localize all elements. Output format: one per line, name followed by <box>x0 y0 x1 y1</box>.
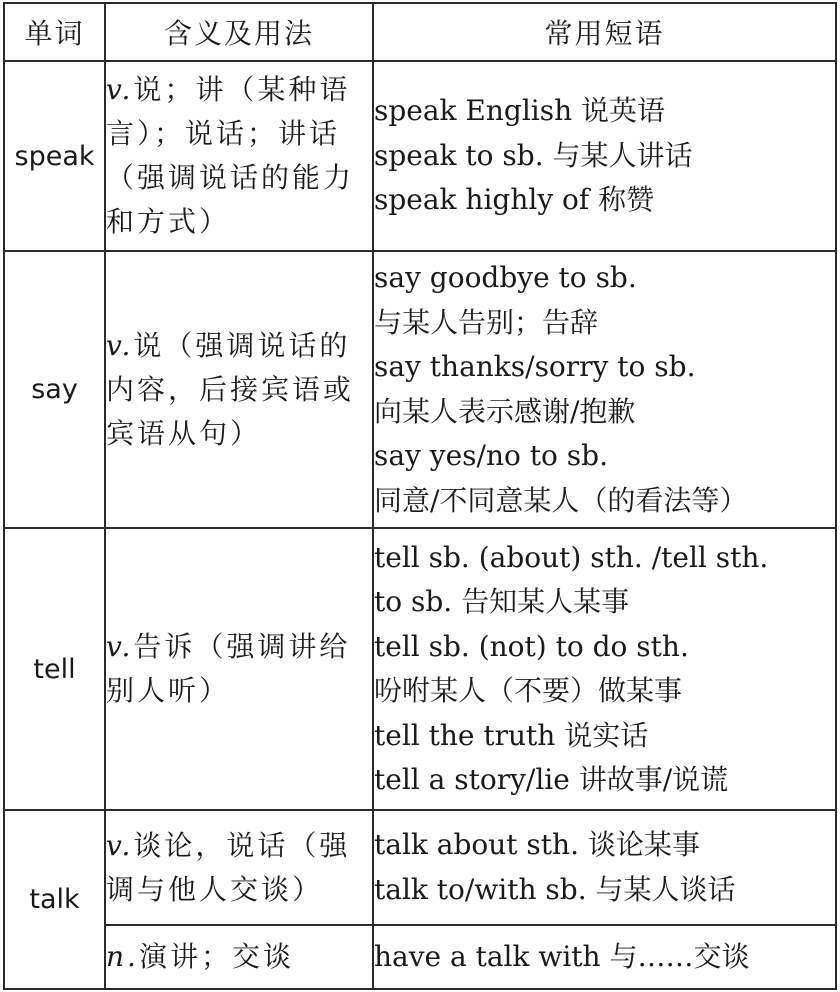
header-word: 单词 <box>4 3 105 61</box>
phrase: say yes/no to sb. <box>374 439 608 472</box>
header-phrases: 常用短语 <box>373 3 836 61</box>
phrase: to sb. 告知某人某事 <box>374 585 630 618</box>
table-row <box>4 251 836 528</box>
meaning-cell <box>105 251 373 528</box>
meaning-text: 告诉（强调讲给别人听） <box>106 630 351 707</box>
phrases-cell <box>373 61 836 251</box>
meaning-cell <box>105 925 373 989</box>
phrase: say goodbye to sb. <box>374 261 637 294</box>
phrase: 同意/不同意某人（的看法等） <box>374 483 748 517</box>
phrases-cell <box>373 810 836 925</box>
header-row <box>4 3 836 61</box>
word-cell: say <box>4 251 105 528</box>
phrase: talk to/with sb. 与某人谈话 <box>374 872 736 906</box>
phrases-cell <box>373 528 836 810</box>
word-cell: tell <box>4 528 105 810</box>
meaning-text: 说；讲（某种语言）；说话；讲话（强调说话的能力和方式） <box>106 73 355 238</box>
part-of-speech: v. <box>106 328 134 362</box>
word-cell: talk <box>4 810 105 989</box>
vocabulary-table <box>3 2 837 990</box>
phrases-cell <box>373 251 836 528</box>
phrase: 向某人表示感谢/抱歉 <box>374 394 636 428</box>
meaning-cell <box>105 61 373 251</box>
phrase: speak highly of 称赞 <box>374 183 655 217</box>
phrase: speak English 说英语 <box>374 94 666 128</box>
phrase: 与某人告别；告辞 <box>374 305 599 339</box>
table-row <box>4 810 836 925</box>
table-row <box>4 61 836 251</box>
part-of-speech: v. <box>106 828 134 862</box>
header-meaning: 含义及用法 <box>105 3 373 61</box>
phrase: have a talk with 与……交谈 <box>374 939 750 973</box>
part-of-speech: n. <box>106 940 139 973</box>
meaning-text: 演讲；交谈 <box>138 940 294 973</box>
meaning-text: 谈论，说话（强调与他人交谈） <box>106 828 351 906</box>
phrase: speak to sb. 与某人讲话 <box>374 138 693 172</box>
phrase: tell the truth 说实话 <box>374 718 649 752</box>
phrase: 吩咐某人（不要）做某事 <box>374 674 683 707</box>
phrase: tell sb. (not) to do sth. <box>374 629 689 663</box>
table-row <box>4 925 836 989</box>
part-of-speech: v. <box>106 630 134 663</box>
word-cell: speak <box>4 61 105 251</box>
meaning-cell <box>105 528 373 810</box>
phrase: tell sb. (about) sth. /tell sth. <box>374 540 769 574</box>
table-row <box>4 528 836 810</box>
phrase: say thanks/sorry to sb. <box>374 350 696 383</box>
part-of-speech: v. <box>106 73 134 106</box>
meaning-text: 说（强调说话的内容，后接宾语或宾语从句） <box>106 328 355 450</box>
meaning-cell <box>105 810 373 925</box>
phrase: tell a story/lie 讲故事/说谎 <box>374 763 729 796</box>
phrase: talk about sth. 谈论某事 <box>374 828 700 861</box>
phrases-cell <box>373 925 836 989</box>
